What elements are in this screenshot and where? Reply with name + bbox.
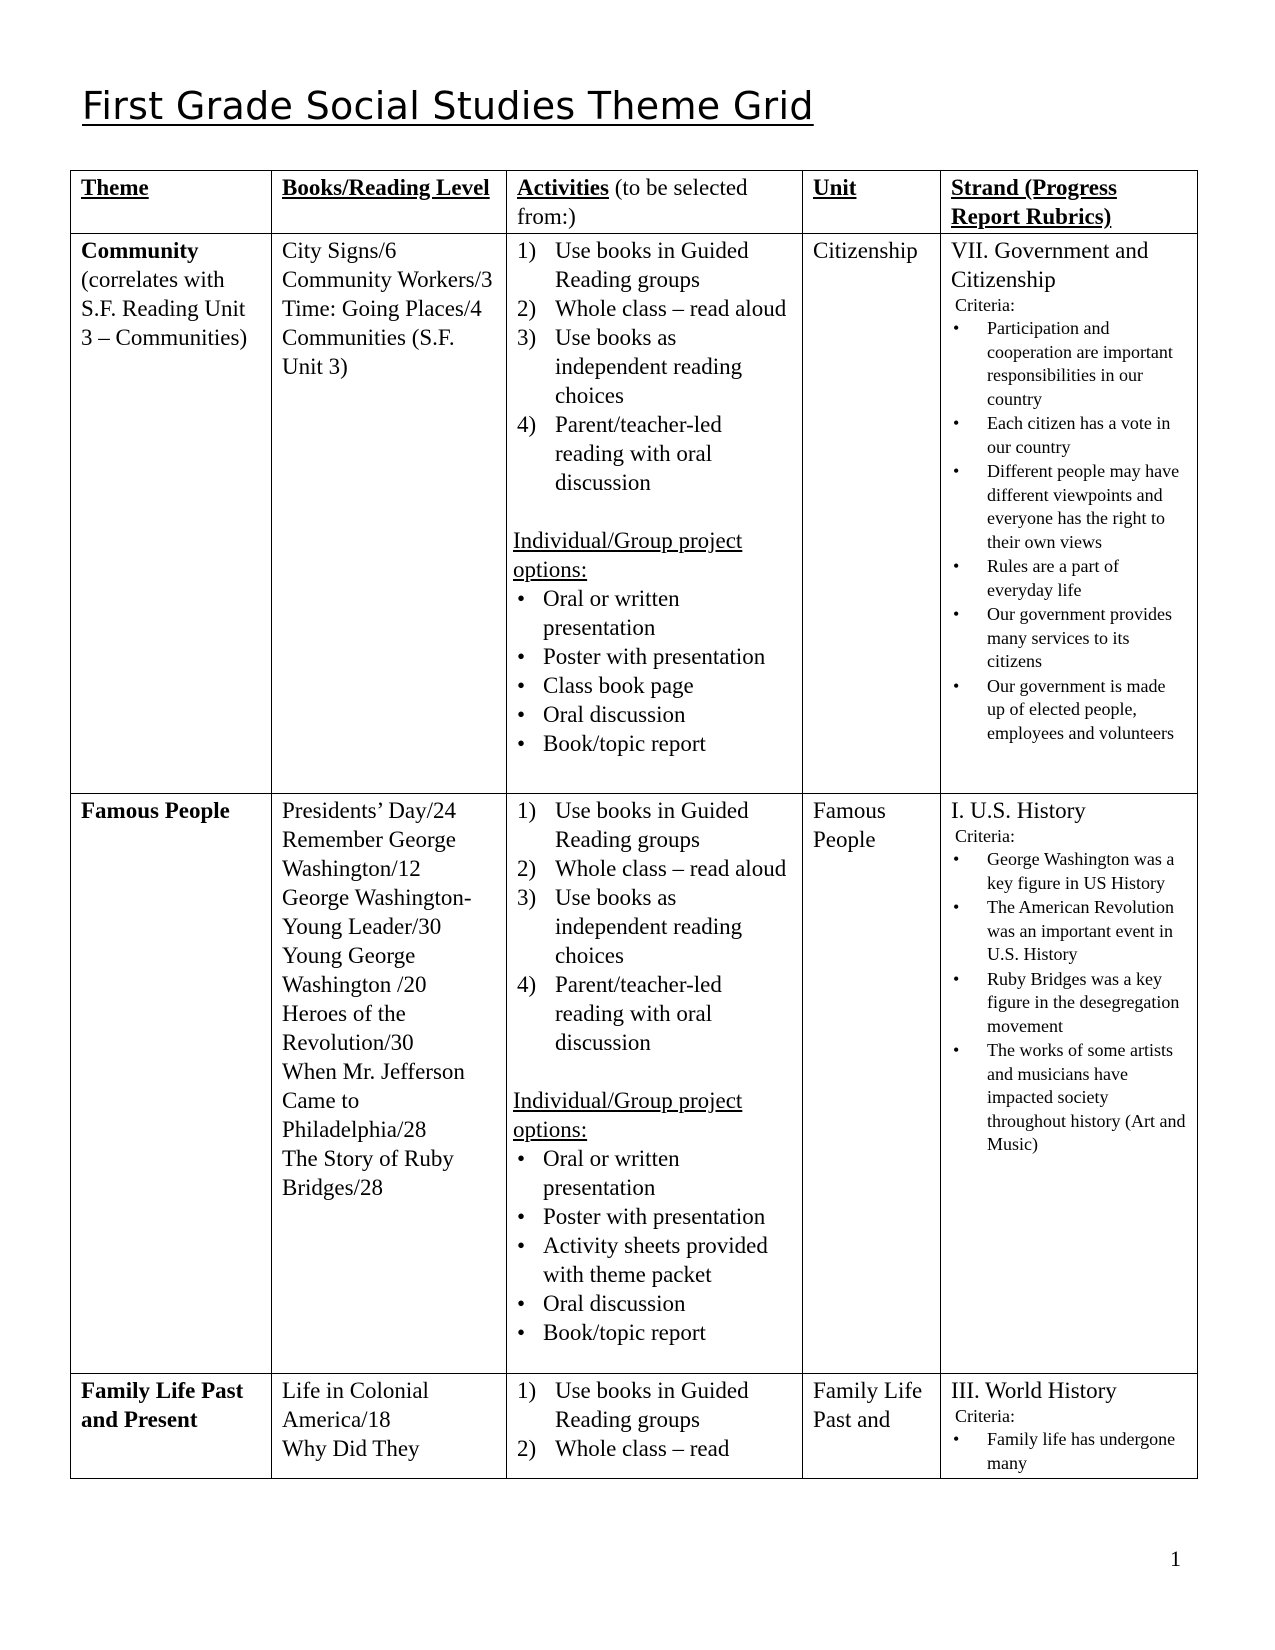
book-item: Life in Colonial America/18 [282, 1378, 429, 1432]
table-row [71, 1374, 1198, 1479]
criteria-item: • Our government provides many services to its citizens [987, 603, 1187, 674]
option-item: • Oral or written presentation [543, 1144, 792, 1202]
criteria-item: • Ruby Bridges was a key figure in the desegregation movement [987, 968, 1187, 1039]
books-cell [272, 794, 507, 1374]
criteria-item: • Participation and cooperation are important responsibilities in our country [987, 317, 1187, 411]
table-row [71, 234, 1198, 794]
activity-item: Parent/teacher-led reading with oral discussion [555, 972, 722, 1055]
theme-name: Famous People [81, 798, 230, 823]
strand-cell [941, 794, 1198, 1374]
strand-heading: VII. Government and Citizenship [951, 238, 1149, 292]
strand-cell [941, 1374, 1198, 1479]
book-item: City Signs/6 [282, 238, 397, 263]
project-options-heading: Individual/Group project options: [513, 1088, 743, 1142]
book-item: Why Did They [282, 1436, 420, 1461]
option-item: • Oral discussion [543, 1289, 792, 1318]
activities-cell [507, 234, 803, 794]
criteria-item: • Our government is made up of elected people, employees and volunteers [987, 675, 1187, 746]
criteria-item: • Rules are a part of everyday life [987, 555, 1187, 602]
activities-list [517, 1376, 792, 1463]
activity-item: Whole class – read [555, 1436, 730, 1461]
table-row [71, 794, 1198, 1374]
criteria-list [951, 1428, 1187, 1475]
unit-cell: Citizenship [803, 234, 941, 794]
books-cell [272, 234, 507, 794]
theme-cell [71, 794, 272, 1374]
activity-item: Use books in Guided Reading groups [555, 798, 749, 852]
header-unit: Unit [803, 171, 941, 234]
header-row [71, 171, 1198, 234]
unit-cell: Famous People [803, 794, 941, 1374]
book-item: The Story of Ruby Bridges/28 [282, 1146, 454, 1200]
activities-cell [507, 794, 803, 1374]
strand-cell [941, 234, 1198, 794]
criteria-list [951, 317, 1187, 745]
theme-grid-table [70, 170, 1198, 1479]
book-item: Community Workers/3 [282, 267, 493, 292]
unit-cell: Family Life Past and [803, 1374, 941, 1479]
option-item: • Oral discussion [543, 700, 792, 729]
book-item: Communities (S.F. Unit 3) [282, 325, 455, 379]
theme-note: (correlates with S.F. Reading Unit 3 – Communities) [81, 267, 248, 350]
criteria-label: Criteria: [955, 295, 1015, 315]
header-theme: Theme [71, 171, 272, 234]
option-item: • Book/topic report [543, 1318, 792, 1347]
book-item: Time: Going Places/4 [282, 296, 482, 321]
criteria-item: • George Washington was a key figure in US History [987, 848, 1187, 895]
strand-heading: III. World History [951, 1378, 1117, 1403]
criteria-item: • Different people may have different viewpoints and everyone has the right to their own views [987, 460, 1187, 554]
project-options-list [513, 584, 792, 758]
header-activities: Activities (to be selected from:) [507, 171, 803, 234]
option-item: • Poster with presentation [543, 1202, 792, 1231]
header-books: Books/Reading Level [272, 171, 507, 234]
option-item: • Activity sheets provided with theme packet [543, 1231, 792, 1289]
activity-item: Use books in Guided Reading groups [555, 1378, 749, 1432]
option-item: • Oral or written presentation [543, 584, 792, 642]
activities-cell [507, 1374, 803, 1479]
books-cell [272, 1374, 507, 1479]
project-options-heading: Individual/Group project options: [513, 528, 743, 582]
activity-item: Use books in Guided Reading groups [555, 238, 749, 292]
book-item: When Mr. Jefferson Came to Philadelphia/28 [282, 1059, 465, 1142]
activity-item: Whole class – read aloud [555, 296, 787, 321]
theme-cell [71, 1374, 272, 1479]
activity-item: Use books as independent reading choices [555, 325, 743, 408]
project-options-list [513, 1144, 792, 1347]
page-number: 1 [1170, 1546, 1181, 1571]
criteria-list [951, 848, 1187, 1157]
book-item: Heroes of the Revolution/30 [282, 1001, 414, 1055]
criteria-item: • The works of some artists and musicians have impacted society throughout history (Art and Music) [987, 1039, 1187, 1157]
theme-name: Family Life Past and Present [81, 1378, 244, 1432]
strand-heading: I. U.S. History [951, 798, 1086, 823]
theme-cell [71, 234, 272, 794]
option-item: • Book/topic report [543, 729, 792, 758]
header-strand: Strand (Progress Report Rubrics) [941, 171, 1198, 234]
criteria-item: • The American Revolution was an important event in U.S. History [987, 896, 1187, 967]
activity-item: Use books as independent reading choices [555, 885, 743, 968]
book-item: Remember George Washington/12 [282, 827, 456, 881]
book-item: Presidents’ Day/24 [282, 798, 456, 823]
activity-item: Parent/teacher-led reading with oral discussion [555, 412, 722, 495]
activities-list [517, 796, 792, 1057]
option-item: • Class book page [543, 671, 792, 700]
criteria-item: • Family life has undergone many [987, 1428, 1187, 1475]
book-item: George Washington-Young Leader/30 [282, 885, 472, 939]
book-item: Young George Washington /20 [282, 943, 427, 997]
document-title: First Grade Social Studies Theme Grid [82, 84, 814, 128]
theme-name: Community [81, 238, 199, 263]
activity-item: Whole class – read aloud [555, 856, 787, 881]
criteria-item: • Each citizen has a vote in our country [987, 412, 1187, 459]
option-item: • Poster with presentation [543, 642, 792, 671]
activities-list [517, 236, 792, 497]
criteria-label: Criteria: [955, 826, 1015, 846]
criteria-label: Criteria: [955, 1406, 1015, 1426]
